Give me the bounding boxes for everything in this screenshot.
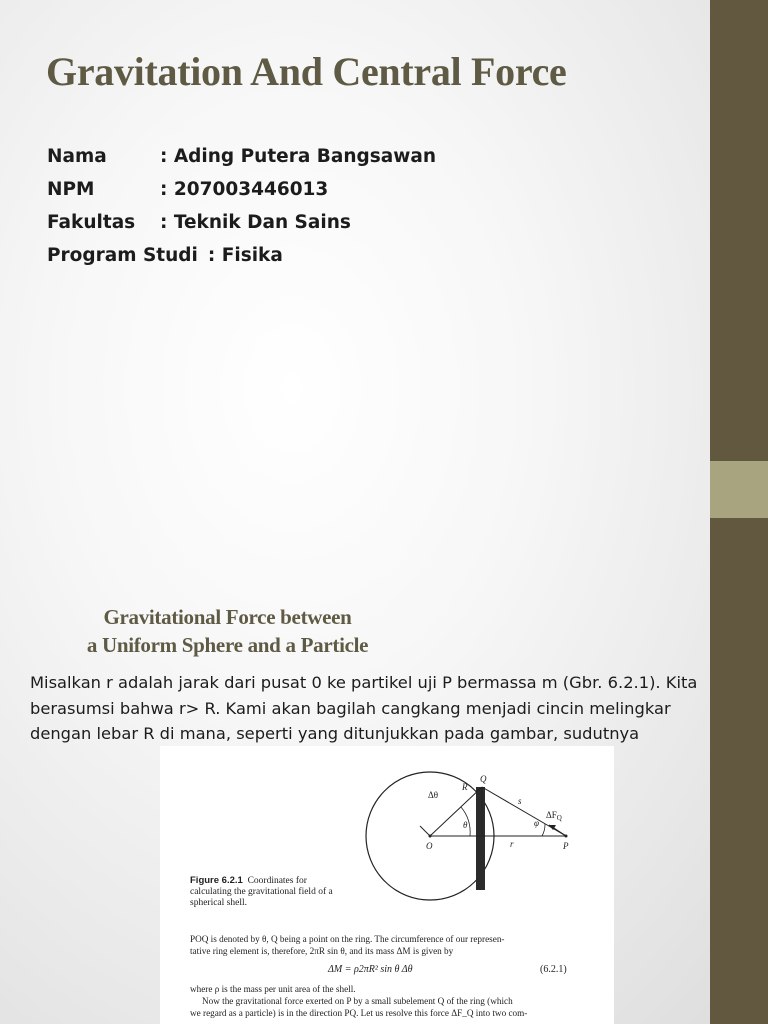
label-theta: θ [463,820,468,830]
label-q: Q [480,774,487,784]
info-row-fakultas [47,206,436,239]
label-p: P [563,841,569,851]
info-value: : Fisika [207,245,283,266]
label-delta-theta: Δθ [428,790,439,800]
slide-title: Gravitation And Central Force [46,49,567,94]
figure-text-line: POQ is denoted by θ, Q being a point on the ring. The circumference of our represen- [190,934,505,944]
figure-equation: ΔM = ρ2πR² sin θ Δθ [328,964,413,975]
info-row-npm [47,173,436,206]
figure-caption-number: Figure 6.2.1 [190,875,243,886]
section-subtitle [0,603,455,659]
ring-strip [476,787,485,890]
figure-caption-text: Coordinates for calculating the gravitational field of a spherical shell. [190,876,333,908]
info-label: Program Studi [47,245,198,266]
label-o: O [426,841,433,851]
label-force [546,810,562,822]
subtitle-line-2: a Uniform Sphere and a Particle [86,633,369,657]
info-label: NPM [47,179,95,200]
info-value: : Ading Putera Bangsawan [160,146,437,167]
info-value: : 207003446013 [160,179,329,200]
subtitle-line-1: Gravitational Force between [103,605,352,629]
info-label: Nama [47,146,107,167]
figure-text-line: tative ring element is, therefore, 2πR sin θ, and its mass ΔM is given by [190,946,454,956]
label-phi: φ [534,818,539,828]
label-force-main: ΔF [546,810,557,820]
info-row-nama [47,140,436,173]
label-big-r: R [462,782,468,792]
info-value: : Teknik Dan Sains [160,212,351,233]
figure-caption [190,875,350,909]
figure-equation-number: (6.2.1) [540,964,567,975]
author-info [47,140,436,272]
info-label: Fakultas [47,212,136,233]
textbook-figure [160,746,614,1024]
figure-text-line: we regard as a particle) is in the direction PQ. Let us resolve this force ΔF_Q into two com- [190,1008,528,1018]
figure-text-line: where ρ is the mass per unit area of the shell. [190,984,356,994]
label-force-sub: Q [556,814,562,822]
decorative-side-accent [710,461,768,518]
body-paragraph: Misalkan r adalah jarak dari pusat 0 ke partikel uji P bermassa m (Gbr. 6.2.1). Kita berasumsi bahwa r> R. Kami akan bagilah cangkang menjadi cincin melingkar dengan lebar R di mana, seperti yang ditunjukkan pada gambar, sudutnya [30,673,698,743]
label-s: s [518,796,522,806]
figure-text-line: Now the gravitational force exerted on P by a small subelement Q of the ring (which [202,996,513,1006]
label-small-r: r [510,839,514,849]
info-row-program-studi [47,239,436,272]
